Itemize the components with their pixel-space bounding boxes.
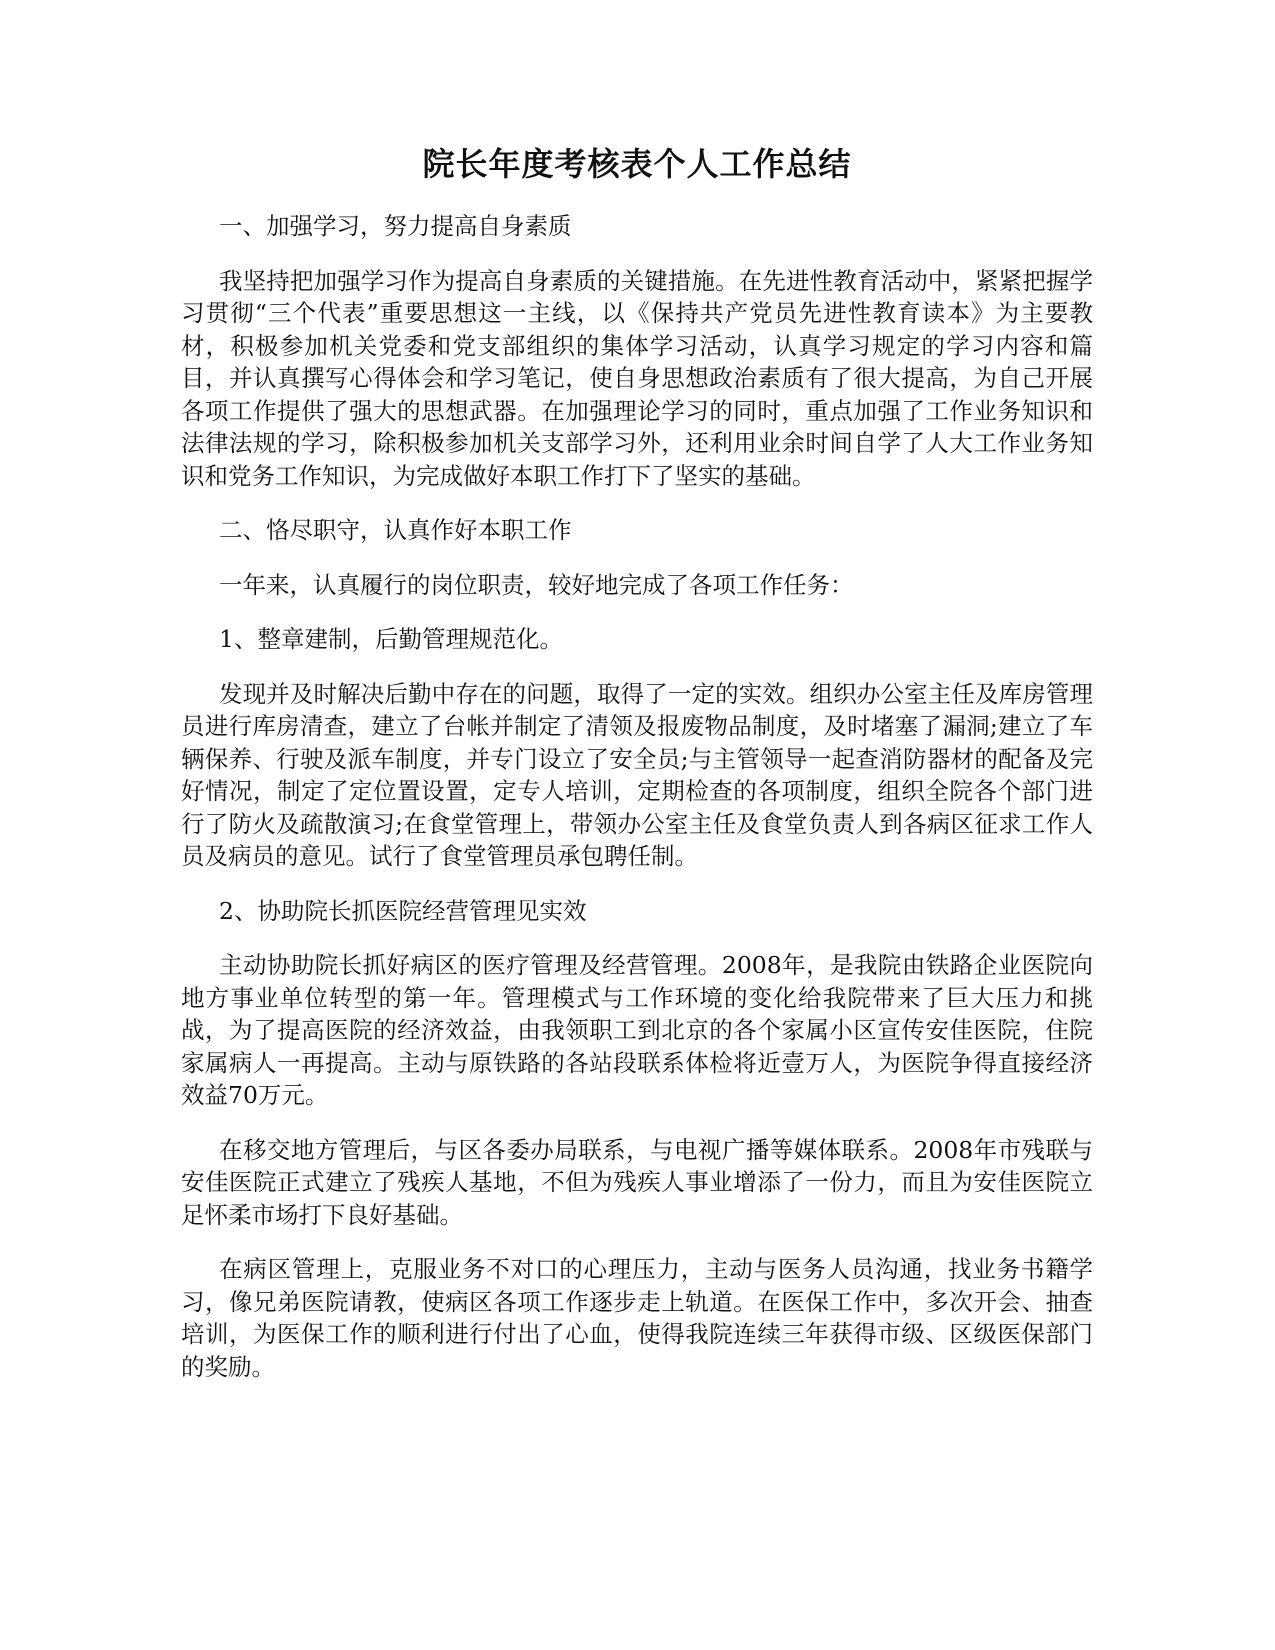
- document-page: [181, 140, 1093, 1405]
- paragraph-logistics: 发现并及时解决后勤中存在的问题，取得了一定的实效。组织办公室主任及库房管理员进行库房清查，建立了台帐并制定了清领及报废物品制度，及时堵塞了漏洞;建立了车辆保养、行驶及派车制度，并专门设立了安全员;与主管领导一起查消防器材的配备及完好情况，制定了定位置设置，定专人培训，定期检查的各项制度，组织全院各个部门进行了防火及疏散演习;在食堂管理上，带领办公室主任及食堂负责人到各病区征求工作人员及病员的意见。试行了食堂管理员承包聘任制。: [181, 679, 1093, 870]
- subheading-management: 2、协助院长抓医院经营管理见实效: [219, 896, 587, 925]
- paragraph-study: 我坚持把加强学习作为提高自身素质的关键措施。在先进性教育活动中，紧紧把握学习贯彻“三个代表”重要思想这一主线，以《保持共产党员先进性教育读本》为主要教材，积极参加机关党委和党支部组织的集体学习活动，认真学习规定的学习内容和篇目，并认真撰写心得体会和学习笔记，使自身思想政治素质有了很大提高，为自己开展各项工作提供了强大的思想武器。在加强理论学习的同时，重点加强了工作业务知识和法律法规的学习，除积极参加机关支部学习外，还利用业余时间自学了人大工作业务知识和党务工作知识，为完成做好本职工作打下了坚实的基础。: [181, 266, 1093, 490]
- document-title: 院长年度考核表个人工作总结: [422, 145, 852, 183]
- section-heading-study: 一、加强学习，努力提高自身素质: [219, 212, 572, 240]
- paragraph-transfer: 在移交地方管理后，与区各委办局联系，与电视广播等媒体联系。2008年市残联与安佳医院正式建立了残疾人基地，不但为残疾人事业增添了一份力，而且为安佳医院立足怀柔市场打下良好基础。: [181, 1135, 1093, 1229]
- subheading-logistics: 1、整章建制，后勤管理规范化。: [219, 625, 563, 653]
- paragraph-duties-intro: 一年来，认真履行的岗位职责，较好地完成了各项工作任务：: [219, 570, 854, 599]
- paragraph-ward: 在病区管理上，克服业务不对口的心理压力，主动与医务人员沟通，找业务书籍学习，像兄弟医院请教，使病区各项工作逐步走上轨道。在医保工作中，多次开会、抽查培训，为医保工作的顺利进行付出了心血，使得我院连续三年获得市级、区级医保部门的奖励。: [181, 1255, 1093, 1381]
- paragraph-management: 主动协助院长抓好病区的医疗管理及经营管理。2008年，是我院由铁路企业医院向地方事业单位转型的第一年。管理模式与工作环境的变化给我院带来了巨大压力和挑战，为了提高医院的经济效益，由我领职工到北京的各个家属小区宣传安佳医院，住院家属病人一再提高。主动与原铁路的各站段联系体检将近壹万人，为医院争得直接经济效益70万元。: [181, 951, 1093, 1109]
- section-heading-duties: 二、恪尽职守，认真作好本职工作: [219, 516, 572, 544]
